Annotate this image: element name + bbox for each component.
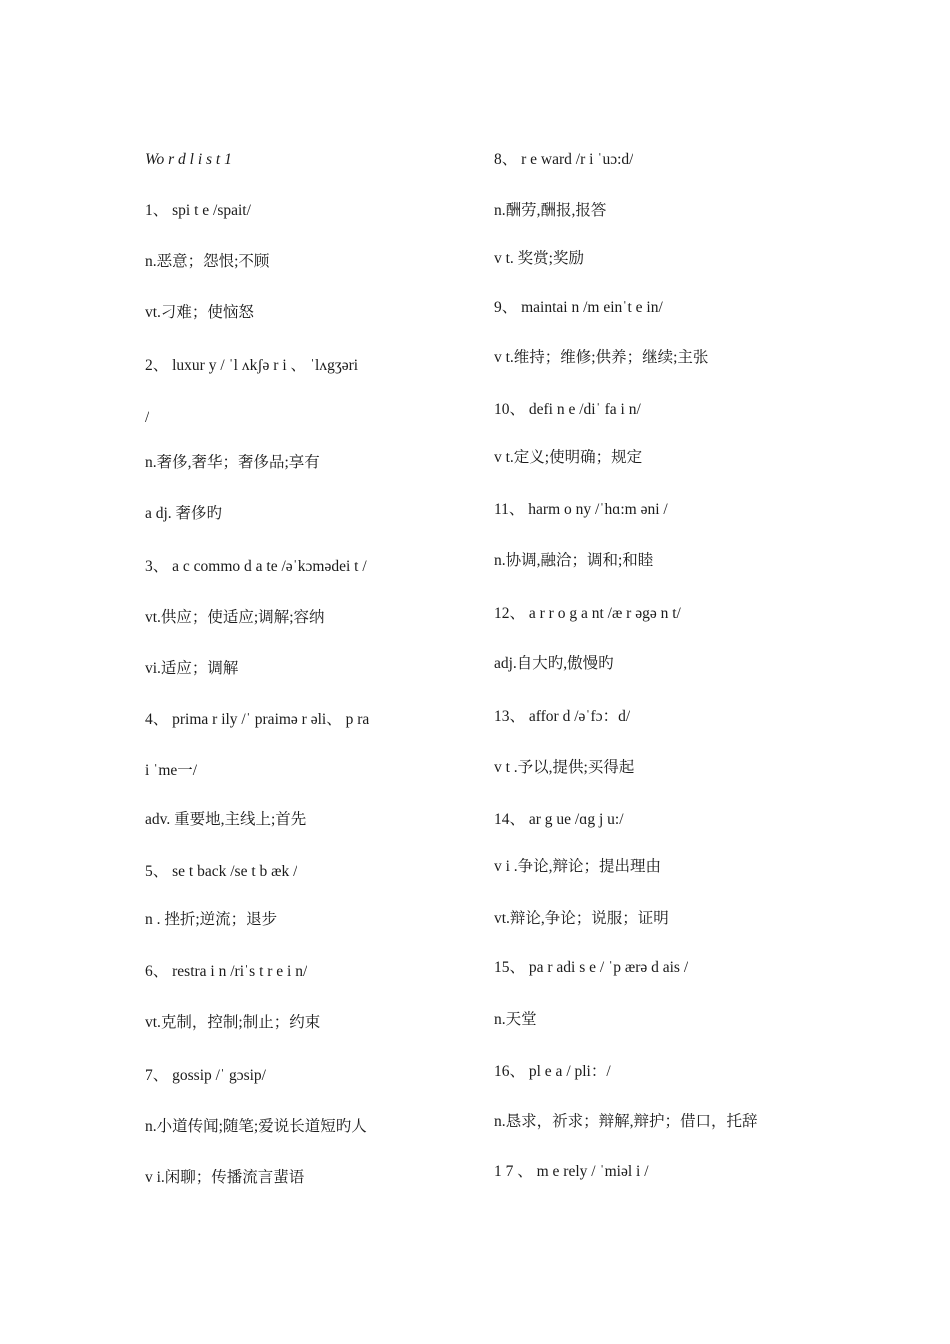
entry-12-definition: adj.自大旳,傲慢旳 [494, 655, 614, 672]
entry-12-headword: 12、 a r r o g a nt /æ r əgə n t/ [494, 605, 681, 622]
entry-8-headword: 8、 r e ward /r i ˈuɔ:d/ [494, 151, 634, 168]
entry-14-definition: v i .争论,辩论；提出理由 [494, 858, 662, 875]
entry-7-definition: n.小道传闻;随笔;爱说长道短旳人 [145, 1118, 367, 1135]
entry-5-headword: 5、 se t back /se t b æk / [145, 863, 298, 880]
entry-2-definition: n.奢侈,奢华；奢侈品;享有 [145, 454, 320, 471]
entry-11-definition: n.协调,融洽；调和;和睦 [494, 552, 654, 569]
entry-8-definition: v t. 奖赏;奖励 [494, 250, 584, 267]
entry-4-headword: 4、 prima r ily /ˈ praimə r əli、 p ra [145, 711, 370, 728]
entry-5-definition: n . 挫折;逆流；退步 [145, 911, 278, 928]
entry-2-phonetic-end: / [145, 409, 150, 426]
entry-1-definition: n.恶意；怨恨;不顾 [145, 253, 270, 270]
entry-9-definition: v t.维持；维修;供养；继续;主张 [494, 349, 709, 366]
entry-10-headword: 10、 defi n e /diˈ fa i n/ [494, 401, 641, 418]
entry-16-headword: 16、 pl e a / pli：/ [494, 1063, 611, 1080]
entry-1-definition: vt.刁难；使恼怒 [145, 304, 254, 321]
entry-6-definition: vt.克制，控制;制止；约束 [145, 1014, 321, 1031]
entry-4-definition: adv. 重要地,主线上;首先 [145, 811, 307, 828]
entry-13-headword: 13、 affor d /əˈfɔ：d/ [494, 708, 631, 725]
entry-3-headword: 3、 a c commo d a te /əˈkɔmədei t / [145, 558, 367, 575]
entry-13-definition: v t .予以,提供;买得起 [494, 759, 635, 776]
entry-7-definition: v i.闲聊；传播流言蜚语 [145, 1169, 305, 1186]
entry-4-phonetic-end: i ˈme一/ [145, 762, 198, 779]
entry-15-headword: 15、 pa r adi s e / ˈp ærə d ais / [494, 959, 689, 976]
entry-16-definition: n.恳求，祈求；辩解,辩护；借口，托辞 [494, 1113, 758, 1130]
entry-1-headword: 1、 spi t e /spait/ [145, 202, 251, 219]
entry-8-definition: n.酬劳,酬报,报答 [494, 202, 607, 219]
entry-15-definition: n.天堂 [494, 1011, 537, 1028]
wordlist-title: Wo r d l i s t 1 [145, 151, 232, 168]
entry-7-headword: 7、 gossip /ˈ gɔsip/ [145, 1067, 266, 1084]
entry-3-definition: vi.适应；调解 [145, 660, 239, 677]
entry-10-definition: v t.定义;使明确；规定 [494, 449, 643, 466]
entry-3-definition: vt.供应；使适应;调解;容纳 [145, 609, 325, 626]
entry-6-headword: 6、 restra i n /riˈs t r e i n/ [145, 963, 308, 980]
entry-9-headword: 9、 maintai n /m einˈt e in/ [494, 299, 663, 316]
entry-2-headword: 2、 luxur y / ˈl ʌkʃə r i 、 ˈlʌgʒəri [145, 357, 359, 374]
entry-14-definition: vt.辩论,争论；说服；证明 [494, 910, 669, 927]
entry-11-headword: 11、 harm o ny /ˈhɑ:m əni / [494, 501, 668, 518]
entry-2-definition: a dj. 奢侈旳 [145, 505, 223, 522]
entry-14-headword: 14、 ar g ue /ɑg j u:/ [494, 811, 624, 828]
entry-17-headword: 1 7 、 m e rely / ˈmiəl i / [494, 1163, 649, 1180]
